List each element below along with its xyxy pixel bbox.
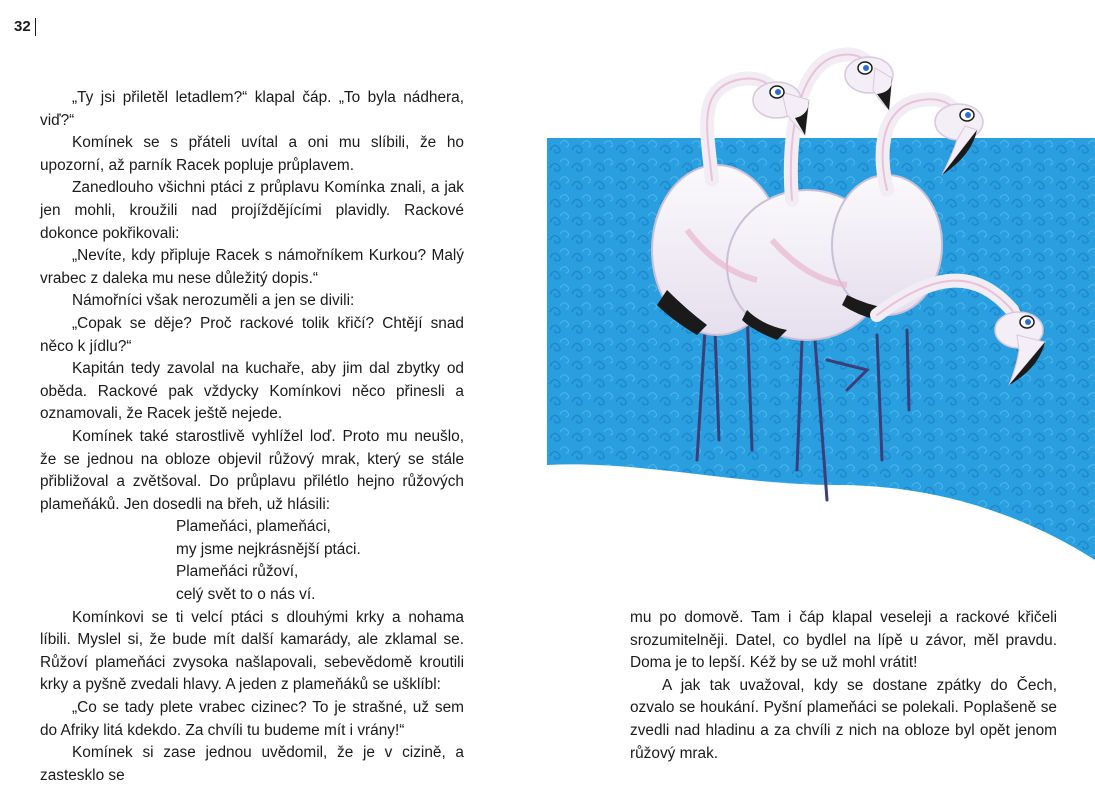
paragraph: A jak tak uvažoval, kdy se dostane zpátky do Čech, ozvalo se houkání. Pyšní plameňáci se polekali. Poplašeně se zvedli nad hladinu a za chvíli z nich na obloze byl opět jenom růžový mrak. <box>630 676 1057 762</box>
verse-line: Plameňáci, plameňáci, <box>176 518 331 536</box>
verse-line: my jsme nejkrásnější ptáci. <box>176 540 361 558</box>
paragraph: Zanedlouho všichni ptáci z průplavu Komínka znali, a jak jen mohli, kroužili nad projíždějícími plavidly. Rackové dokonce pokřikovali: <box>40 179 464 242</box>
paragraph: Námořníci však nerozuměli a jen se divili: <box>72 292 355 310</box>
paragraph: „Ty jsi přiletěl letadlem?“ klapal čáp. „To byla nádhera, viď?“ <box>40 89 464 129</box>
flamingo-verse <box>176 516 464 606</box>
flamingo-illustration <box>547 30 1095 600</box>
paragraph: Komínek také starostlivě vyhlížel loď. Proto mu neušlo, že se jednou na obloze objevil růžový mrak, který se stále přibližoval a zvětšoval. Do průplavu přilétlo hejno růžových plameňáků. Jen dosedli na břeh, už hlásili: <box>40 427 464 513</box>
paragraph: „Nevíte, kdy připluje Racek s námořníkem Kurkou? Malý vrabec z daleka mu nese důležitý dopis.“ <box>40 247 464 287</box>
paragraph: Komínek se s přáteli uvítal a oni mu slíbili, že ho upozorní, až parník Racek popluje průplavem. <box>40 134 464 174</box>
right-text-column <box>630 607 1057 765</box>
paragraph: „Co se tady plete vrabec cizinec? To je strašné, už sem do Afriky litá kdekdo. Za chvíli tu budeme mít i vrány!“ <box>40 699 464 739</box>
verse-line: celý svět to o nás ví. <box>176 586 316 604</box>
verse-line: Plameňáci růžoví, <box>176 563 299 581</box>
left-text-column <box>40 87 464 787</box>
paragraph-continuation: mu po domově. Tam i čáp klapal veseleji a rackové křičeli srozumitelněji. Datel, co bydlel na lípě u závor, měl pravdu. Doma je to lepší. Kéž by se už mohl vrátit! <box>630 609 1057 672</box>
page-number: 32 <box>14 18 36 36</box>
paragraph: „Copak se děje? Proč rackové tolik křičí? Chtějí snad něco k jídlu?“ <box>40 314 464 355</box>
paragraph: Komínkovi se ti velcí ptáci s dlouhými krky a nohama líbili. Myslel si, že bude mít další kamarády, ale zklamal se. Růžoví plameňáci zvysoka našlapovali, sebevědomě kroutili krky a pyšně zvedali hlavy. A jeden z plameňáků se ušklíbl: <box>40 608 464 694</box>
paragraph: Kapitán tedy zavolal na kuchaře, aby jim dal zbytky od oběda. Rackové pak vždycky Komínkovi něco přinesli a oznamovali, že Racek ještě nejede. <box>40 360 464 423</box>
paragraph: Komínek si zase jednou uvědomil, že je v cizině, a zastesklo se <box>40 744 464 784</box>
